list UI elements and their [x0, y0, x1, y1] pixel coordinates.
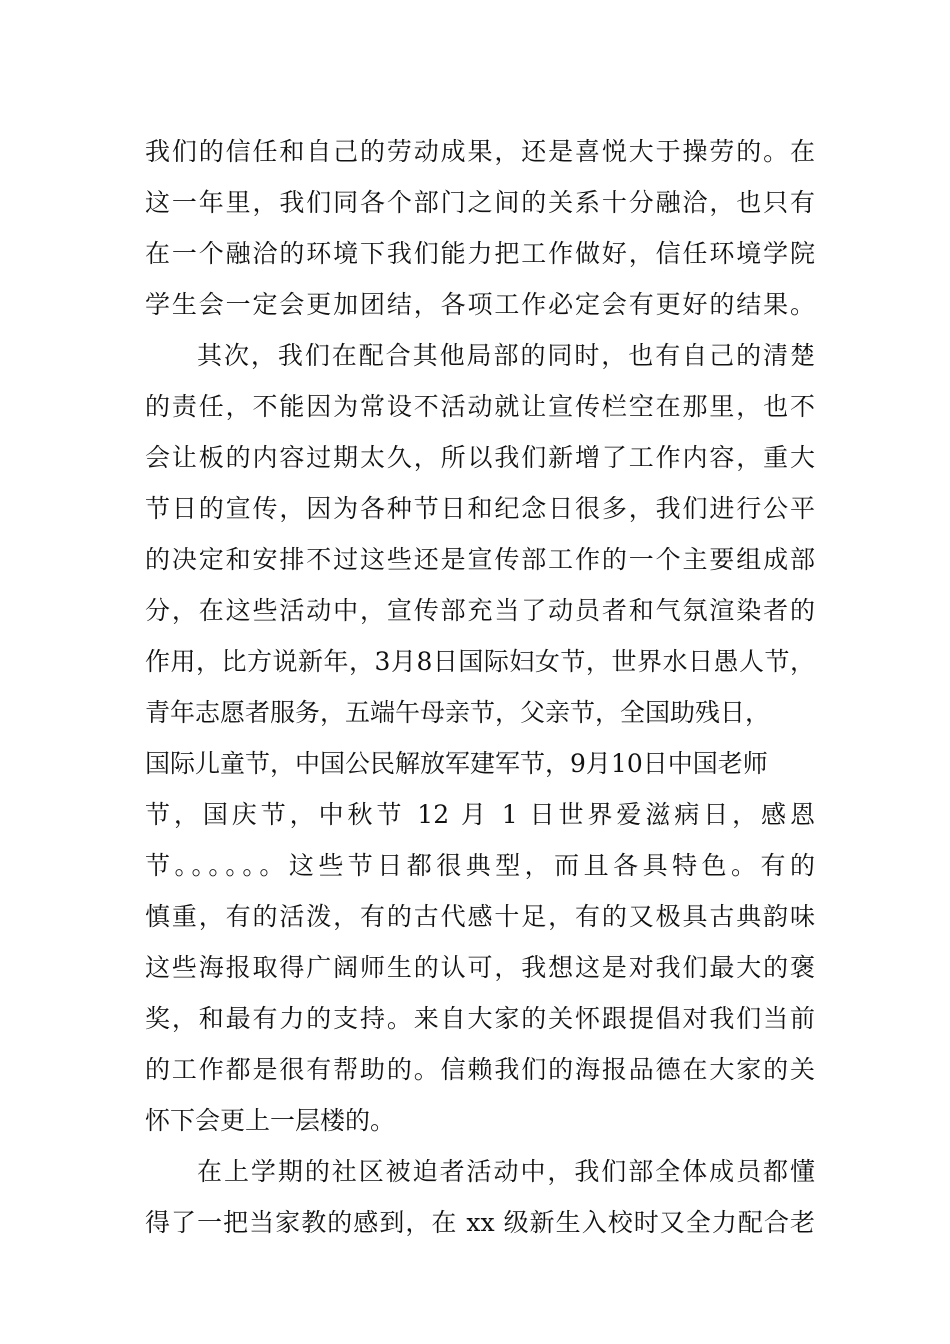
- text-line: 会让板的内容过期太久，所以我们新增了工作内容，重大: [145, 443, 815, 472]
- text-line: 分，在这些活动中，宣传部充当了动员者和气氛渲染者的: [145, 596, 815, 625]
- text-line: 这一年里，我们同各个部门之间的关系十分融洽，也只有: [145, 188, 815, 217]
- text-line: 节。。。。。。这些节日都很典型，而且各具特色。有的: [145, 851, 815, 880]
- text-line: 的工作都是很有帮助的。信赖我们的海报品德在大家的关: [145, 1055, 815, 1084]
- text-line: 节，国庆节，中秋节 12 月 1 日世界爱滋病日，感恩: [145, 800, 815, 829]
- text-line: 的决定和安排不过这些还是宣传部工作的一个主要组成部: [145, 545, 815, 574]
- text-line: 得了一把当家教的感到，在 xx 级新生入校时又全力配合老: [145, 1208, 815, 1237]
- body-text: [145, 126, 815, 1248]
- text-line: 我们的信任和自己的劳动成果，还是喜悦大于操劳的。在: [145, 137, 815, 166]
- text-line: 这些海报取得广阔师生的认可，我想这是对我们最大的褒: [145, 953, 815, 982]
- text-line: 国际儿童节，中国公民解放军建军节，9月10日中国老师: [145, 749, 768, 778]
- text-line: 作用，比方说新年，3月8日国际妇女节，世界水日愚人节，: [145, 647, 815, 676]
- text-line: 青年志愿者服务，五端午母亲节，父亲节，全国助残日，: [145, 698, 771, 727]
- text-line: 奖，和最有力的支持。来自大家的关怀跟提倡对我们当前: [145, 1004, 815, 1033]
- text-line: 的责任，不能因为常设不活动就让宣传栏空在那里，也不: [145, 392, 815, 421]
- paragraph-first-line: 在上学期的社区被迫者活动中，我们部全体成员都懂: [197, 1157, 815, 1186]
- text-line: 在一个融洽的环境下我们能力把工作做好，信任环境学院: [145, 239, 815, 268]
- text-line: 学生会一定会更加团结，各项工作必定会有更好的结果。: [145, 290, 815, 319]
- paragraph-first-line: 其次，我们在配合其他局部的同时，也有自己的清楚: [197, 341, 815, 370]
- text-line: 怀下会更上一层楼的。: [145, 1106, 396, 1135]
- text-line: 节日的宣传，因为各种节日和纪念日很多，我们进行公平: [145, 494, 815, 523]
- text-line: 慎重，有的活泼，有的古代感十足，有的又极具古典韵味: [145, 902, 815, 931]
